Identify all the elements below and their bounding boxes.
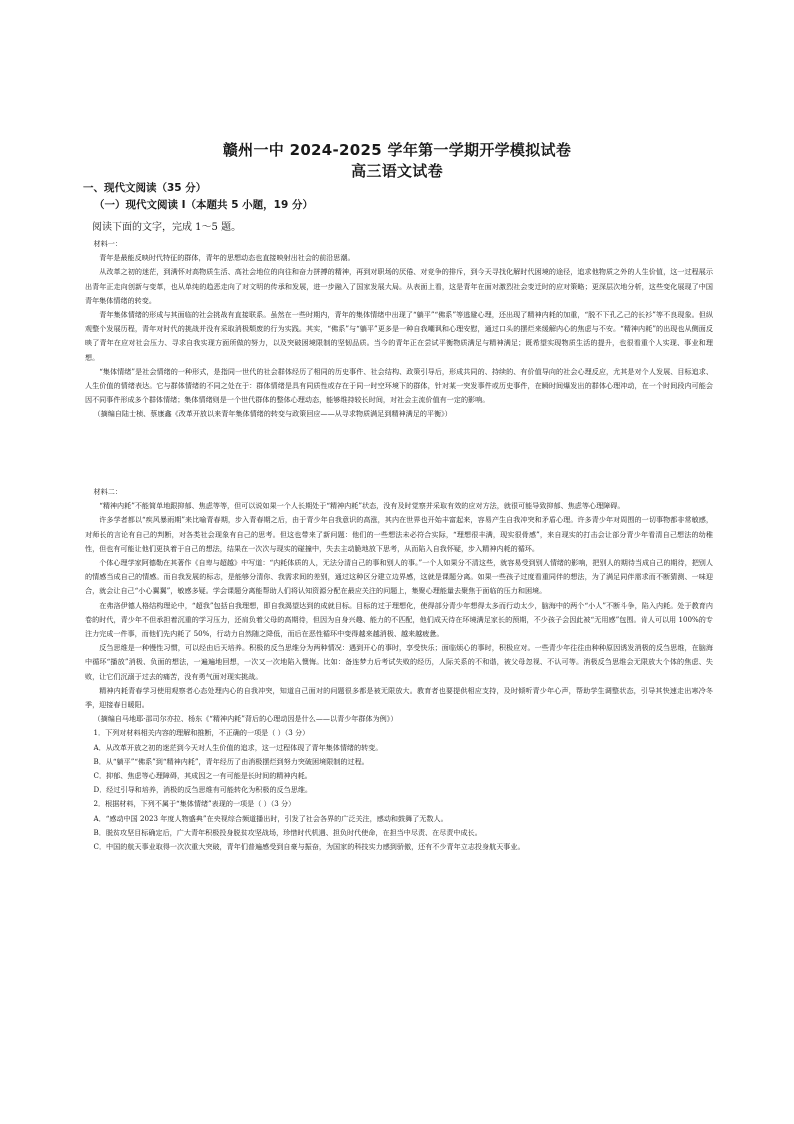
answer-option: C．中国的航天事业取得一次次重大突破，青年们普遍感受到自豪与振奋，为国家的科技实力感到骄傲，还有不少青年立志投身航天事业。 <box>93 842 525 852</box>
answer-option: B．脱贫攻坚目标确定后，广大青年积极投身脱贫攻坚战场，珍惜时代机遇、担负时代使命，在担当中尽责、在尽责中成长。 <box>93 827 482 837</box>
exam-subtitle: 高三语文试卷 <box>351 162 443 180</box>
paragraph: “精神内耗”不能简单地跟抑郁、焦虑等等，但可以说如果一个人长期处于“精神内耗”状态，没有及时觉察并采取有效的应对方法，就很可能导致抑郁、焦虑等心理障碍。 <box>99 501 625 511</box>
reading-instruction: 阅读下面的文字，完成 1～5 题。 <box>92 222 242 233</box>
material-two <box>85 485 713 854</box>
answer-option: A．“感动中国 2023 年度人物盛典”在央视综合频道播出时，引发了社会各界的广泛关注，感动和鼓舞了无数人。 <box>93 813 448 823</box>
answer-option: C．抑郁、焦虑等心理障碍，其成因之一有可能是长时间的精神内耗。 <box>93 771 312 781</box>
material-one <box>85 237 713 422</box>
answer-option: B．从“躺平”“佛系”到“精神内耗”，青年经历了由消极摆烂到努力突破困境限制的过程。 <box>93 756 369 766</box>
paragraph: 精神内耗青春学习使用观察者心态处理内心的自我冲突，知道自己面对的问题很多都是被无限放大。教育者也要提供相应支持，及时倾听青少年心声，帮助学生调整状态，引导其快速走出寒冷冬季，迎接春日暖阳。 <box>85 685 713 710</box>
paragraph: 从改革之初的迷茫，到满怀对高物质生活、高社会地位的向往和奋力拼搏的精神，再到对职场的厌倦、对竞争的排斥，到今天寻找化解时代困境的途径，追求他物质之外的人生价值，这一过程展示出青年正走向创新与变革，也从单纯的趋恶走向了对文明的传承和发展，进一步融入了国家发展大局。从表面上看，这是青年在面对激烈社会变迁时的应对策略；更深层次地分析，这些变化展现了中国青年集体情绪的转变。 <box>85 267 713 305</box>
paragraph: “集体情绪”是社会情绪的一种形式，是指同一世代的社会群体经历了相同的历史事件、社会结构、政策引导后，形成共同的、持续的、有价值导向的社会心理反应，尤其是对个人发展、目标追求、人生价值的情绪表达。它与群体情绪的不同之处在于：群体情绪是具有同质性或存在于同一时空环境下的群体，针对某一突发事件或历史事件，在瞬时间爆发出的群体心理冲动，在一个时间段内可能会因不同事件形成多个群体情绪；集体情绪则是一个世代群体的整体心理动态，能够维持较长时间，对社会主流价值有一定的影响。 <box>85 366 713 405</box>
paragraph: 在弗洛伊德人格结构理论中，“超我”包括自我理想，即自我渴望达到的成就目标。目标的过于理想化，使得部分青少年想得太多而行动太少，脑海中的两个“小人”不断斗争，陷入内耗。处于教育内卷的时代，青少年不但承担着沉重的学习压力，还肩负着父母的高期待，但因为自身兴趣、能力的不匹配，他们成天待在环境满足家长的预期，不少孩子会因此被“无用感”包围。肯人可以用 100%的专注力完成一件事，而他们先内耗了 50%，行动力自然随之降低，而后在恶性循环中变得越来越消极、越来越疲惫。 <box>85 600 713 639</box>
section-heading: 一、现代文阅读（35 分） <box>83 182 207 194</box>
subsection-heading: （一）现代文阅读 I（本题共 5 小题，19 分） <box>94 199 313 211</box>
answer-option: D．经过引导和培养，消极的反刍思维有可能转化为积极的反刍思维。 <box>93 785 313 795</box>
material-label: 材料二： <box>93 487 122 496</box>
material-label: 材料一： <box>93 239 122 248</box>
paragraph: 许多学者都以“疾风暴雨期”来比喻青春期，步入青春期之后，由于青少年自我意识的高涨，其内在世界也开始丰富起来，容易产生自我冲突和矛盾心理。许多青少年对周围的一切事物都非常敏感，对师长的言论有自己的判断，对各类社会现象有自己的思考。但这也带来了新问题：他们的一些想法未必符合实际，“理想很丰满，现实很骨感”，来自现实的打击会让部分青少年看清自己想法的幼稚性，但也有可能让他们更执着于自己的想法，结果在一次次与现实的碰撞中，失去主动脆地放下思考，从而陷入自我怀疑，步入精神内耗的循环。 <box>85 515 713 553</box>
paragraph: 个体心理学家阿德勒在其著作《自卑与超越》中写道：“内耗体质的人，无法分清自己的事和别人的事。”一个人如果分不清这些，就容易受到别人情绪的影响，把别人的期待当成自己的期待，把别人的情感当成自己的情感。而自我发展的标志，是能够分清你、我需求间的差别，通过这种区分建立边界感，这就是课题分离。如果一些孩子过度看重同伴的想法，为了满足同伴需求而不断猜测、一味迎合，就会让自己“小心翼翼”，敏感多疑。学会课题分离能帮助人们将认知资源分配在最应关注的问题上，集聚心理能量去聚焦于面临的压力和困境。 <box>85 558 713 596</box>
source-citation: （摘编自陆士桢、蔡康鑫《改革开放以来青年集体情绪的转变与政策回应——从寻求物质满足到精神满足的平衡》） <box>93 409 452 419</box>
answer-option: A．从改革开放之初的迷茫到今天对人生价值的追求，这一过程体现了青年集体情绪的转变。 <box>93 742 383 752</box>
source-citation: （摘编自马地耶·邵司尔亦拉、杨东《“精神内耗”背后的心理动因是什么——以青少年群体为例》） <box>93 714 398 724</box>
exam-title: 赣州一中 2024-2025 学年第一学期开学模拟试卷 <box>222 141 572 159</box>
question-stem: 2．根据材料，下列不属于“集体情绪”表现的一项是（ ）（3 分） <box>93 799 296 809</box>
question-stem: 1．下列对材料相关内容的理解和推断，不正确的一项是（ ）（3 分） <box>93 728 310 738</box>
paragraph: 青年是最能反映时代特征的群体，青年的思想动态也直接映射出社会的前沿思潮。 <box>99 253 355 263</box>
paragraph: 青年集体情绪的形成与其面临的社会挑战有直接联系。虽然在一些时期内，青年的集体情绪中出现了“躺平”“佛系”等逃避心理，还出现了精神内耗的加重，“脱不下孔乙己的长衫”等不良现象。但纵观整个发展历程，青年对时代的挑战并没有采取消极颓废的行为实践。其实，“佛系”与“躺平”更多是一种自我嘲讽和心理安慰，通过口头的摆烂来缓解内心的焦虑与不安。“精神内耗”的出现也从侧面反映了青年在应对社会压力、寻求自我实现方面所做的努力，以及突破困境限制的坚韧品质。当今的青年正在尝试平衡物质满足与精神满足；既希望实现物质生活的提升，也很看重个人实现、事业和理想。 <box>85 310 713 362</box>
paragraph: 反刍思维是一种慢性习惯，可以经由后天培养。积极的反刍思维分为两种情况：遇到开心的事时，享受快乐；面临烦心的事时，积极应对。一些青少年往往由种种原因诱发消极的反刍思维，在脑海中循环“播放”消极、负面的想法，一遍遍地回想，一次又一次地陷入懊悔。比如：备连梦力后考试失败的经历，人际关系的不和谐，被父母忽视、不认可等。消极反刍思维会无限放大个体的焦虑、失败，让它们沉溺于过去的痛苦，没有勇气面对现实挑战。 <box>85 643 713 681</box>
